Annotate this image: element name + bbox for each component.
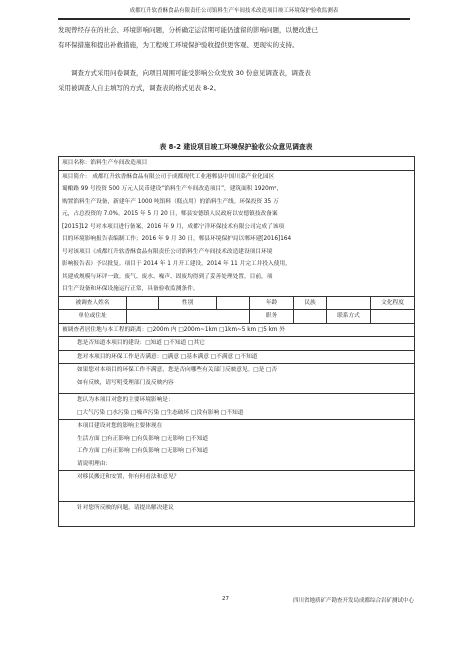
question-relocation-text: 对移民搬迁和安置，你有何看法和意见？ — [77, 474, 180, 480]
project-name-cell: 项目名称：馅料生产车间改造项目 — [59, 157, 415, 171]
ethnicity-field[interactable] — [327, 296, 371, 310]
contact-field[interactable] — [371, 310, 415, 324]
label-age: 年龄 — [250, 296, 294, 310]
question-impact-work: 工作方面 □有正影响 □有负影响 □无影响 □不知道 — [77, 448, 209, 454]
unit-address-field[interactable] — [127, 310, 250, 324]
question-environment-options: □大气污染 □水污染 □噪声污染 □生态破坏 □没有影响 □不知道 — [77, 409, 244, 416]
question-environment-line-1: 您认为本项目对您的主要环境影响是： — [77, 397, 174, 403]
question-complaint-line-1: 如果您对本项目的环保工作不满意，您是否向哪些有关部门反映意见。□是 □否 — [77, 367, 278, 373]
intro-line: 蜀酿路 99 号投资 500 万元人民币建设“馅料生产车间改造项目”，建筑面积 1920m²， — [62, 186, 283, 192]
respondent-name-field[interactable] — [127, 296, 159, 310]
intro-line: [2015]12 号对本项目进行备案，2016 年 9 月，成都宁洋环保技术有限公司完成了该项 — [62, 223, 285, 230]
label-position: 职务 — [250, 310, 294, 324]
paragraph-1-line-2: 有环保措施和提出补救措施，为工程竣工环境保护验收提供更客观、更现实的支持。 — [58, 40, 299, 49]
question-distance[interactable]: 被调查者居住地与本工程的距离：□200m 内 □200m~1km □1km~5 km □5 km 外 — [59, 323, 415, 337]
intro-line: 项目简介： 成都红升软香酥食品有限公司于成都现代工业港郫县中国川菜产业化园区 — [62, 173, 275, 180]
paragraph-1-line-1: 发现曾经存在的社会、环境影响问题，分析确定运营期可能仍遗留的影响问题，以便改进已 — [58, 26, 318, 34]
question-suggestion-text: 针对您所反映的问题，请提出解决建议 — [77, 505, 174, 511]
paragraph-2-line-1: 调查方式采用问卷调查，向项目周围可能受影响公众发放 30 份意见调查表，调查表 — [71, 69, 311, 78]
question-relocation[interactable] — [59, 471, 415, 502]
intro-line: 影响报告表》予以批复。项目于 2014 年 1 月开工建设，2014 年 11 月完工并投入使用， — [62, 261, 291, 267]
footer-organization: 四川省地质矿产勘查开发局成都综合岩矿测试中心 — [292, 598, 414, 604]
survey-table — [58, 156, 415, 527]
question-complaint-line-2: 如有反映，请写明受理部门及反映内容 — [77, 379, 174, 386]
question-awareness[interactable]: 您是否知道本项目的建设：□知道 □不知道 □其它 — [59, 337, 415, 351]
label-education: 文化程度 — [371, 296, 415, 310]
label-gender: 性别 — [159, 296, 217, 310]
page-footer — [58, 596, 414, 606]
question-impact-line-1: 本项目建设对您的影响主要体现在 — [77, 423, 163, 429]
question-complaint[interactable] — [59, 364, 415, 394]
page-number: 27 — [222, 596, 229, 602]
intro-line: 目的环境影响报告表编制工作；2016 年 9 月 30 日，郫县环境保护局以郫环建[2016]164 — [62, 236, 292, 242]
intro-line: 号对该项目《成都红升软香酥食品有限责任公司馅料生产车间技术改造建设项目环境 — [62, 248, 273, 255]
position-field[interactable] — [294, 310, 327, 324]
paragraph-2-line-2: 采用被调查人自主填写的方式，调查表的格式见表 8-2。 — [58, 83, 221, 92]
question-impact-reason: 请说明理由： — [77, 460, 112, 467]
body-paragraphs — [58, 23, 414, 95]
label-contact: 联系方式 — [327, 310, 371, 324]
gender-field[interactable] — [217, 296, 250, 310]
intro-line: 购置馅料生产设备，新建年产 1000 吨馅料（糕点用）的馅料生产线。环保投资 35 万 — [62, 198, 279, 205]
label-ethnicity: 民族 — [294, 296, 327, 310]
intro-line: 其建成规模与环评一致。废气、废水、噪声、固废均得到了妥善处理处置。目前，项 — [62, 273, 273, 280]
intro-line: 目生产设备和环保设施运行正常，具备验收监测条件。 — [62, 286, 199, 292]
page-header: 成都红升软香酥食品有限责任公司馅料生产车间技术改造项目竣工环境保护验收监测表 — [129, 8, 339, 14]
intro-line: 元，占总投资的 7.0%。2015 年 5 月 20 日，郫县安德镇人民政府以安德镇技改备案 — [62, 211, 278, 217]
project-intro-cell — [59, 170, 415, 296]
table-title: 表 8-2 建设项目竣工环境保护验收公众意见调查表 — [159, 143, 313, 151]
question-impact-life: 生活方面 □有正影响 □有负影响 □无影响 □不知道 — [77, 435, 209, 442]
label-respondent-name: 被调查人姓名 — [59, 296, 127, 310]
question-environment-impact[interactable] — [59, 394, 415, 420]
header-rule — [58, 18, 410, 20]
question-satisfaction[interactable]: 您对本项目的环保工作是否满意：□满意 □基本满意 □不满意 □不知道 — [59, 350, 415, 364]
question-project-impact[interactable] — [59, 420, 415, 471]
question-suggestion[interactable] — [59, 502, 415, 527]
label-unit-address: 单位或住址 — [59, 310, 127, 324]
